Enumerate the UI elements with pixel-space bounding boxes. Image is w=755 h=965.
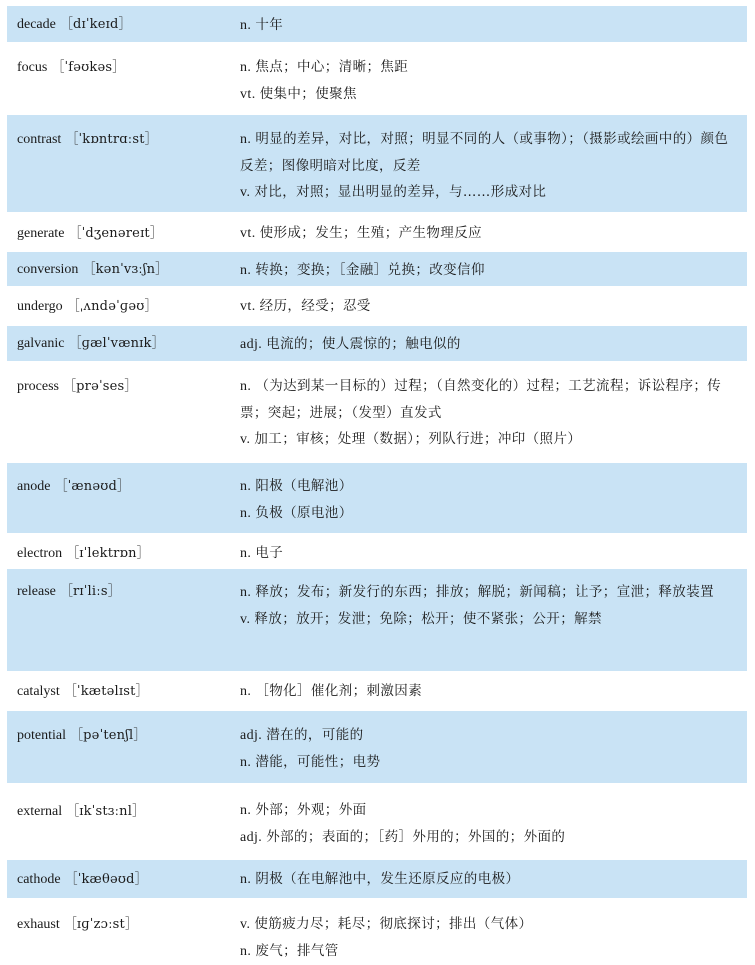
phonetic: ˈfəʊkəs	[64, 60, 113, 75]
vocab-row	[7, 288, 747, 326]
part-of-speech: n.	[240, 506, 252, 521]
definition-line	[240, 12, 741, 39]
definition-text: 使形成；发生；生殖；产生物理反应	[259, 225, 482, 241]
definition-line	[240, 373, 741, 426]
word: undergo	[17, 299, 63, 314]
word-cell: anode ［ˈænəʊd］	[17, 479, 131, 494]
definition-cell	[240, 860, 747, 898]
word-cell: external ［ɪkˈstɜːnl］	[17, 804, 146, 819]
vocab-row	[7, 6, 747, 44]
phonetic: ˌʌndəˈɡəʊ	[79, 299, 145, 314]
word-cell: decade ［dɪˈkeɪd］	[17, 17, 132, 32]
definition-line	[240, 824, 741, 851]
part-of-speech: v.	[240, 432, 251, 447]
part-of-speech: vt.	[240, 226, 256, 241]
definition-text: 潜能，可能性；电势	[255, 754, 381, 770]
definition-cell	[240, 6, 747, 42]
word-cell: conversion ［kənˈvɜːʃn］	[17, 262, 169, 277]
definition-cell	[240, 115, 747, 212]
vocabulary-table	[7, 0, 747, 964]
word: potential	[17, 728, 66, 743]
word-cell: generate ［ˈdʒenəreɪt］	[17, 226, 163, 241]
definition-text: 潜在的，可能的	[266, 727, 364, 743]
definition-line	[240, 540, 741, 567]
definition-cell	[240, 326, 747, 361]
word: conversion	[17, 262, 79, 277]
definition-text: （为达到某一目标的）过程；（自然变化的）过程；工艺流程；诉讼程序；传票；突起；进展；（发型）直发式	[240, 378, 722, 421]
part-of-speech: v.	[240, 612, 251, 627]
word-cell: process ［prəˈses］	[17, 379, 138, 394]
word-cell: exhaust ［ɪɡˈzɔːst］	[17, 917, 138, 932]
definition-cell	[240, 535, 747, 567]
vocab-row	[7, 363, 747, 463]
word: external	[17, 804, 63, 819]
word-cell: catalyst ［ˈkætəlɪst］	[17, 684, 149, 699]
phonetic: rɪˈliːs	[73, 584, 108, 599]
word: cathode	[17, 872, 61, 887]
part-of-speech: vt.	[240, 299, 256, 314]
definition-line	[240, 293, 741, 320]
word: anode	[17, 479, 51, 494]
definition-text: 经历，经受；忍受	[259, 298, 371, 314]
definition-text: 释放；发布；新发行的东西；排放；解脱；新闻稿；让予；宣泄；释放装置	[255, 584, 715, 600]
vocab-row	[7, 673, 747, 711]
definition-line	[240, 606, 741, 633]
definition-line	[240, 911, 741, 938]
part-of-speech: adj.	[240, 728, 263, 743]
word: decade	[17, 17, 56, 32]
phonetic: ɪkˈstɜːnl	[79, 804, 133, 819]
word-cell: undergo ［ˌʌndəˈɡəʊ］	[17, 299, 158, 314]
definition-line	[240, 54, 741, 81]
definition-cell	[240, 711, 747, 783]
definition-text: 转换；变换；［金融］兑换；改变信仰	[255, 262, 485, 278]
phonetic: ˈdʒenəreɪt	[81, 226, 150, 241]
definition-line	[240, 678, 741, 705]
definition-cell	[240, 363, 747, 461]
definition-cell	[240, 44, 747, 113]
definition-line	[240, 331, 741, 358]
vocab-row	[7, 214, 747, 252]
vocab-row	[7, 463, 747, 535]
phonetic: kənˈvɜːʃn	[95, 262, 156, 277]
part-of-speech: n.	[240, 379, 252, 394]
definition-text: 使筋疲力尽；耗尽；彻底探讨；排出（气体）	[254, 916, 533, 932]
part-of-speech: n.	[240, 263, 252, 278]
part-of-speech: adj.	[240, 830, 263, 845]
definition-cell	[240, 673, 747, 709]
word-cell: potential ［pəˈtenʃl］	[17, 728, 147, 743]
word: catalyst	[17, 684, 60, 699]
word: focus	[17, 60, 48, 75]
phonetic: ɪˈlektrɒn	[79, 546, 137, 561]
part-of-speech: v.	[240, 185, 251, 200]
phonetic: ɡælˈvænɪk	[81, 336, 152, 351]
definition-cell	[240, 785, 747, 858]
word: galvanic	[17, 336, 65, 351]
definition-line	[240, 749, 741, 776]
phonetic: dɪˈkeɪd	[73, 17, 119, 32]
definition-cell	[240, 569, 747, 671]
definition-text: 外部的；表面的；［药］外用的；外国的；外面的	[266, 829, 566, 845]
vocab-row	[7, 252, 747, 288]
definition-cell	[240, 463, 747, 533]
part-of-speech: n.	[240, 479, 252, 494]
definition-text: 释放；放开；发泄；免除；松开；使不紧张；公开；解禁	[254, 611, 602, 627]
vocab-row	[7, 711, 747, 785]
definition-line	[240, 257, 741, 284]
definition-line	[240, 866, 741, 893]
definition-cell	[240, 288, 747, 324]
phonetic: ˈkæθəʊd	[77, 872, 135, 887]
phonetic: pəˈtenʃl	[83, 728, 134, 743]
definition-line	[240, 722, 741, 749]
definition-text: 对比，对照；显出明显的差异，与……形成对比	[254, 184, 547, 200]
definition-text: 负极（原电池）	[255, 505, 353, 521]
part-of-speech: n.	[240, 872, 252, 887]
vocab-row	[7, 115, 747, 214]
word-cell: focus ［ˈfəʊkəs］	[17, 60, 126, 75]
definition-text: 加工；审核；处理（数据）；列队行进；冲印（照片）	[254, 431, 582, 447]
definition-cell	[240, 900, 747, 962]
definition-text: 电子	[255, 545, 284, 561]
definition-cell	[240, 252, 747, 286]
definition-line	[240, 579, 741, 606]
part-of-speech: vt.	[240, 87, 256, 102]
definition-line	[240, 797, 741, 824]
definition-text: ［物化］催化剂；刺激因素	[255, 683, 423, 699]
word: release	[17, 584, 56, 599]
part-of-speech: n.	[240, 684, 252, 699]
part-of-speech: n.	[240, 944, 252, 959]
definition-line	[240, 500, 741, 527]
definition-line	[240, 126, 741, 179]
phonetic: ˈænəʊd	[67, 479, 118, 494]
word: electron	[17, 546, 63, 561]
vocab-row	[7, 860, 747, 900]
phonetic: ˈkɒntrɑːst	[78, 132, 145, 147]
definition-text: 使集中；使聚焦	[259, 86, 357, 102]
definition-text: 焦点；中心；清晰；焦距	[255, 59, 409, 75]
part-of-speech: n.	[240, 546, 252, 561]
definition-line	[240, 81, 741, 108]
definition-line	[240, 179, 741, 206]
part-of-speech: n.	[240, 585, 252, 600]
definition-text: 阴极（在电解池中，发生还原反应的电极）	[255, 871, 520, 887]
phonetic: ɪɡˈzɔːst	[76, 917, 125, 932]
definition-text: 明显的差异，对比，对照；明显不同的人（或事物）；（摄影或绘画中的）颜色反差；图像明暗对比度，反差	[240, 131, 729, 174]
part-of-speech: adj.	[240, 337, 263, 352]
part-of-speech: n.	[240, 755, 252, 770]
vocab-row	[7, 569, 747, 673]
vocab-row	[7, 535, 747, 569]
definition-text: 电流的；使人震惊的；触电似的	[266, 336, 461, 352]
word-cell: release ［rɪˈliːs］	[17, 584, 121, 599]
word: exhaust	[17, 917, 60, 932]
phonetic: prəˈses	[76, 379, 125, 394]
definition-text: 外部；外观；外面	[255, 802, 367, 818]
definition-cell	[240, 214, 747, 250]
vocab-row	[7, 785, 747, 860]
vocab-row	[7, 44, 747, 115]
definition-line	[240, 426, 741, 453]
part-of-speech: n.	[240, 60, 252, 75]
word-cell: galvanic ［ɡælˈvænɪk］	[17, 336, 165, 351]
definition-text: 十年	[255, 17, 284, 33]
word: generate	[17, 226, 65, 241]
vocab-row	[7, 900, 747, 964]
definition-line	[240, 473, 741, 500]
word-cell: contrast ［ˈkɒntrɑːst］	[17, 132, 158, 147]
word-cell: electron ［ɪˈlektrɒn］	[17, 546, 150, 561]
word: process	[17, 379, 59, 394]
word-cell: cathode ［ˈkæθəʊd］	[17, 872, 148, 887]
part-of-speech: n.	[240, 132, 252, 147]
vocab-row	[7, 326, 747, 363]
part-of-speech: n.	[240, 18, 252, 33]
definition-line	[240, 220, 741, 247]
definition-text: 废气；排气管	[255, 943, 339, 959]
definition-text: 阳极（电解池）	[255, 478, 353, 494]
part-of-speech: n.	[240, 803, 252, 818]
part-of-speech: v.	[240, 917, 251, 932]
phonetic: ˈkætəlɪst	[76, 684, 136, 699]
word: contrast	[17, 132, 62, 147]
